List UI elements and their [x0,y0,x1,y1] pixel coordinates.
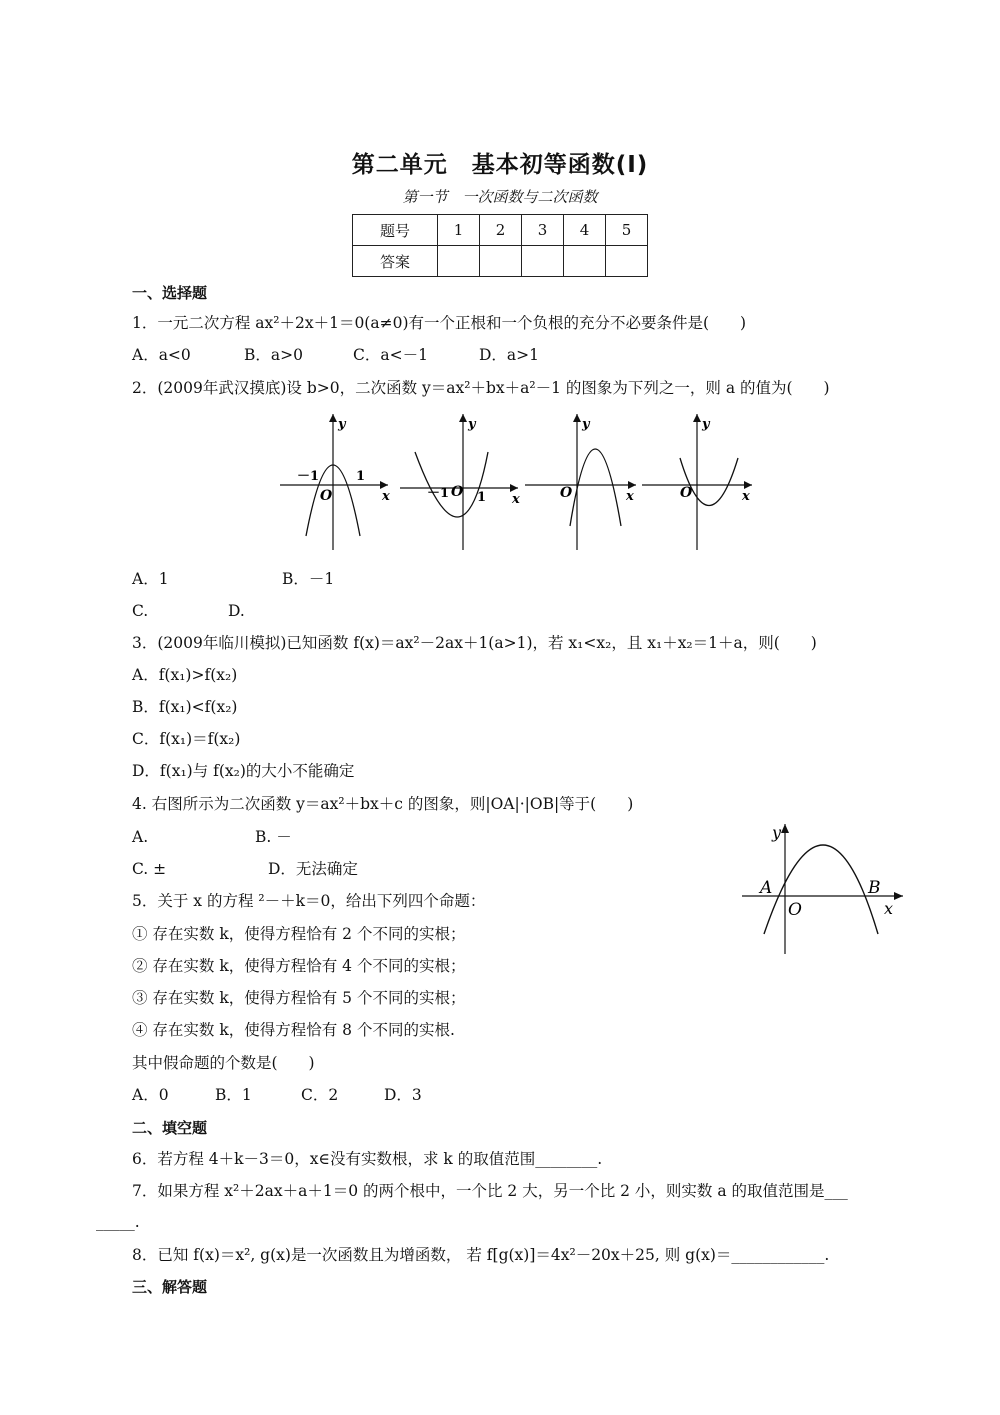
answer-cell[interactable] [438,246,480,277]
question-2-option-c: C. [132,602,149,620]
question-number-cell: 4 [564,215,606,246]
y-axis-label: y [338,417,346,432]
section-heading: 三、解答题 [132,1278,208,1296]
origin-label: O [320,488,333,504]
question-3-option-d: D．f(x₁)与 f(x₂)的大小不能确定 [132,762,355,780]
question-number-cell: 3 [522,215,564,246]
question-4-option-c: C. ± [132,860,167,878]
table-header-cell: 答案 [353,246,438,277]
x-axis-label: x [742,489,750,504]
question-4-option-d: D．无法确定 [268,860,358,878]
question-5-item: ② 存在实数 k，使得方程恰有 4 个不同的实根； [132,957,466,975]
x-axis-label: x [884,899,894,918]
question-3-stem: 3．(2009年临川模拟)已知函数 f(x)＝ax²－2ax＋1(a>1)，若 x₁<x₂，且 x₁＋x₂＝1＋a，则( ) [132,634,817,652]
graph-3 [525,414,636,550]
graph-4 [642,414,752,550]
question-5-option-b: B．1 [215,1086,252,1104]
question-2-option-a: A．1 [132,570,169,588]
graph-1 [280,414,390,550]
table-row [353,215,648,246]
question-1-option-d: D．a>1 [479,346,540,364]
tick-label: 1 [477,490,487,505]
question-4-stem: 4. 右图所示为二次函数 y＝ax²＋bx＋c 的图象，则|OA|·|OB|等于( ) [132,795,634,813]
question-5-option-a: A．0 [132,1086,169,1104]
question-2-graphs [270,408,760,556]
answer-cell[interactable] [606,246,648,277]
question-5-item: ① 存在实数 k，使得方程恰有 2 个不同的实根； [132,925,466,943]
question-3-option-b: B．f(x₁)<f(x₂) [132,698,238,716]
question-2-option-b: B．－1 [282,570,335,588]
point-a-label: A [760,878,773,898]
question-2-stem: 2．(2009年武汉摸底)设 b>0，二次函数 y＝ax²＋bx＋a²－1 的图象为下列之一，则 a 的值为( ) [132,379,830,397]
question-4-option-a: A. [132,828,149,846]
question-5-option-d: D．3 [384,1086,422,1104]
y-axis-label: y [702,417,710,432]
y-axis-label: y [582,417,590,432]
question-6: 6．若方程 4＋k－3＝0，x∈没有实数根，求 k 的取值范围________. [132,1150,603,1168]
question-1-option-a: A．a<0 [132,346,191,364]
x-axis-label: x [626,489,634,504]
origin-label: O [560,485,573,501]
answer-cell[interactable] [480,246,522,277]
origin-label: O [451,484,464,500]
question-7-line-1: 7．如果方程 x²＋2ax＋a＋1＝0 的两个根中，一个比 2 大，另一个比 2 小，则实数 a 的取值范围是___ [132,1182,848,1200]
origin-label: O [680,485,693,501]
tick-label: 1 [356,469,366,484]
question-5-stem: 5．关于 x 的方程 ²－＋k＝0，给出下列四个命题： [132,892,486,910]
question-number-cell: 5 [606,215,648,246]
answer-cell[interactable] [522,246,564,277]
tick-label: －1 [427,486,450,501]
question-4-option-b: B. － [255,828,292,846]
question-3-option-c: C．f(x₁)＝f(x₂) [132,730,241,748]
section-heading: 二、填空题 [132,1119,208,1137]
section-subtitle: 第一节 一次函数与二次函数 [402,188,598,206]
question-1-stem: 1．一元二次方程 ax²＋2x＋1＝0(a≠0)有一个正根和一个负根的充分不必要条件是( ) [132,314,747,332]
question-4-figure [738,818,908,956]
x-axis-label: x [382,489,390,504]
point-b-label: B [868,878,881,898]
page-title: 第二单元 基本初等函数(Ⅰ) [351,152,649,178]
answer-table [352,214,648,277]
question-1-option-b: B．a>0 [244,346,303,364]
question-5-item: ③ 存在实数 k，使得方程恰有 5 个不同的实根； [132,989,466,1007]
question-number-cell: 2 [480,215,522,246]
graph-2 [400,414,520,550]
question-7-line-2: _____. [96,1213,140,1231]
question-5-question: 其中假命题的个数是( ) [132,1054,315,1072]
x-axis-label: x [512,492,520,507]
y-axis-label: y [772,823,782,842]
origin-label: O [788,900,802,920]
tick-label: －1 [297,469,320,484]
question-5-option-c: C．2 [301,1086,339,1104]
question-1-option-c: C．a<－1 [353,346,428,364]
question-5-item: ④ 存在实数 k，使得方程恰有 8 个不同的实根. [132,1021,455,1039]
question-8: 8．已知 f(x)＝x², g(x)是一次函数且为增函数， 若 f[g(x)]＝4x²－20x＋25, 则 g(x)＝____________. [132,1246,830,1264]
question-2-option-d: D. [228,602,245,620]
table-row [353,246,648,277]
question-number-cell: 1 [438,215,480,246]
section-heading: 一、选择题 [132,284,208,302]
y-axis-label: y [468,417,476,432]
table-header-cell: 题号 [353,215,438,246]
question-3-option-a: A．f(x₁)>f(x₂) [132,666,238,684]
answer-cell[interactable] [564,246,606,277]
